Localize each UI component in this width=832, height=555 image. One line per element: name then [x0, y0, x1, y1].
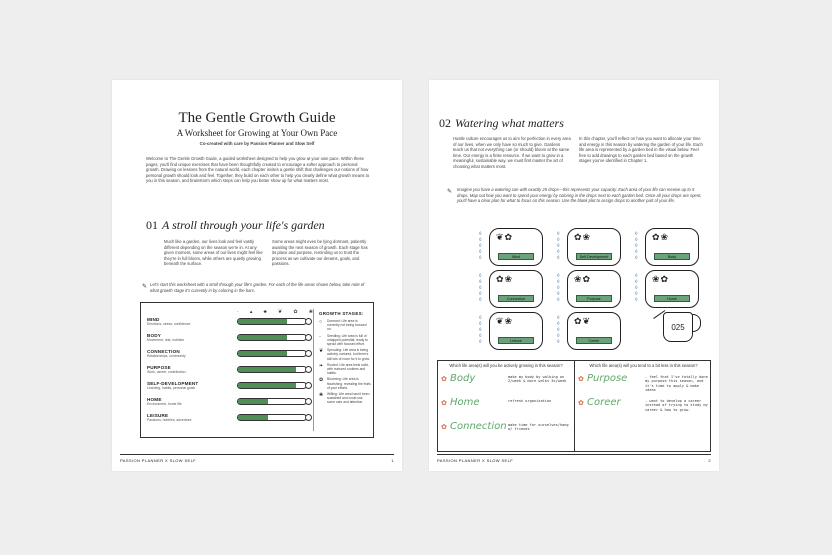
growth-bar-fill — [238, 351, 287, 356]
area-row — [147, 397, 247, 406]
answer-area: Body — [450, 373, 476, 384]
area-sublabel: Work, career, contribution — [147, 370, 186, 374]
water-drop-icon[interactable]: ◊ — [635, 297, 638, 303]
growth-bar-fill — [238, 319, 287, 324]
water-drop-icon[interactable]: ◊ — [635, 273, 638, 279]
stage-icon-row — [237, 309, 313, 315]
page-subtitle: A Worksheet for Growing at Your Own Pace — [176, 128, 338, 138]
water-drop-icon[interactable]: ◊ — [479, 333, 482, 339]
garden-bed[interactable] — [489, 270, 543, 308]
growth-bar-fill — [238, 367, 296, 372]
water-drop-icon[interactable]: ◊ — [557, 273, 560, 279]
water-drop-icon[interactable]: ◊ — [557, 339, 560, 345]
stage-icon: ❀ — [319, 392, 324, 399]
stage-row-icon: ❦ — [277, 309, 283, 315]
water-drop-icon[interactable]: ◊ — [479, 315, 482, 321]
flower-icon: ✿ — [578, 400, 584, 407]
reflection-left — [438, 361, 575, 451]
page-number: 1 — [391, 458, 394, 463]
answer-area: Coreer — [587, 397, 621, 408]
water-drop-icon[interactable]: ◊ — [479, 279, 482, 285]
garden-bed-label: Body — [654, 253, 690, 260]
answer-note: refresh organization — [508, 399, 552, 403]
garden-bed[interactable] — [567, 228, 621, 266]
stage-icon: ✿ — [319, 377, 324, 384]
answer-note: - want to develop a career instead of trying to study my career & how to grow. — [645, 399, 708, 412]
pencil-icon: ✎ — [447, 189, 453, 195]
water-drops[interactable] — [479, 274, 485, 303]
flower-icon: ✿ — [578, 376, 584, 383]
area-row — [147, 413, 247, 422]
growth-stage-chart — [140, 302, 374, 438]
area-sublabel: Learning, habits, personal goals — [147, 386, 196, 390]
flower-icon: ❦✿ — [496, 232, 514, 242]
garden-bed-label: Leisure — [498, 337, 534, 344]
stage-row-icon: · — [237, 309, 239, 315]
worksheet-page-1 — [112, 80, 402, 471]
page-title: The Gentle Growth Guide — [178, 110, 336, 126]
growth-bar-end-circle[interactable] — [305, 382, 312, 389]
water-drops[interactable] — [479, 316, 485, 345]
prompt-text: Imagine you have a watering can with exactly 25 drops—this represents your capacity. Each area of your life can receive up to 5 drops. Map out how you want to spend your energy by coloring in the drops next to each garden bed. Once all your drops are spent, you'll have a clear plan for what to focus on this season. Use the blank plot to assign drops to another part of your life. — [457, 187, 702, 204]
stage-description: Seedling: Life area is full of untapped potential; ready to sprout with focused effort. — [327, 333, 368, 347]
stage-row-icon: ▴ — [249, 309, 253, 315]
water-drop-icon[interactable]: ◊ — [635, 279, 638, 285]
water-drop-icon[interactable]: ◊ — [557, 279, 560, 285]
growth-stages-heading: GROWTH STAGES: — [319, 311, 364, 316]
footer — [437, 454, 711, 463]
water-drops[interactable] — [557, 316, 563, 345]
section-heading-01 — [146, 218, 325, 233]
water-drops[interactable] — [557, 274, 563, 303]
growth-bar[interactable] — [237, 398, 307, 405]
water-drop-icon[interactable]: ◊ — [479, 237, 482, 243]
water-drop-icon[interactable]: ◊ — [557, 285, 560, 291]
water-drop-icon[interactable]: ◊ — [479, 321, 482, 327]
reflection-right — [575, 361, 712, 451]
water-drop-icon[interactable]: ◊ — [635, 249, 638, 255]
stage-icon: ❦ — [319, 348, 324, 355]
footer — [120, 454, 394, 463]
area-label: BODY — [147, 333, 162, 338]
area-row — [147, 317, 247, 326]
area-sublabel: Movement, rest, nutrition — [147, 338, 185, 342]
section-title: Watering what matters — [455, 116, 564, 130]
water-drop-icon[interactable]: ◊ — [479, 285, 482, 291]
garden-bed[interactable] — [489, 312, 543, 350]
water-drop-icon[interactable]: ◊ — [635, 231, 638, 237]
water-drops[interactable] — [635, 232, 641, 261]
flower-icon: ❦❀ — [496, 316, 514, 326]
section-number: 01 — [146, 218, 158, 232]
can-number: 025 — [671, 323, 685, 332]
water-drop-icon[interactable]: ◊ — [557, 321, 560, 327]
water-drop-icon[interactable]: ◊ — [479, 249, 482, 255]
water-drop-icon[interactable]: ◊ — [635, 237, 638, 243]
stage-row-icon: ❀ — [308, 309, 313, 315]
water-drop-icon[interactable]: ◊ — [557, 333, 560, 339]
area-row — [147, 365, 247, 374]
growth-bar-end-circle[interactable] — [305, 334, 312, 341]
growth-stages-legend — [319, 311, 371, 407]
stage-item — [319, 363, 371, 376]
water-drop-icon[interactable]: ◊ — [557, 315, 560, 321]
stage-item — [319, 392, 371, 405]
water-drop-icon[interactable]: ◊ — [557, 327, 560, 333]
garden-bed-label: Coreer — [576, 337, 612, 344]
growth-bar-fill — [238, 399, 268, 404]
area-row — [147, 349, 247, 358]
growth-bar-end-circle[interactable] — [305, 366, 312, 373]
divider — [313, 309, 314, 431]
water-drop-icon[interactable]: ◊ — [557, 291, 560, 297]
water-drop-icon[interactable]: ◊ — [479, 291, 482, 297]
water-drops[interactable] — [557, 232, 563, 261]
water-drop-icon[interactable]: ◊ — [479, 243, 482, 249]
water-drop-icon[interactable]: ◊ — [557, 237, 560, 243]
footer-brand: PASSION PLANNER X SLOW SELF — [120, 458, 197, 463]
reflection-box — [437, 360, 711, 452]
water-drop-icon[interactable]: ◊ — [557, 297, 560, 303]
credit-line: Co-created with care by Passion Planner and Slow Self — [199, 141, 315, 146]
area-label: HOME — [147, 397, 162, 402]
answer-note: make my body by walking on 2/week & more walks 3x/week — [508, 375, 567, 384]
worksheet-page-2 — [429, 80, 719, 471]
section-col-2: Some areas might even be lying dormant, patiently awaiting the next season of growth. Each stage has its place and purpose, reminding us to trust the process as we cultivate our dreams, goals, and passions. — [272, 239, 368, 267]
water-drop-icon[interactable]: ◊ — [635, 285, 638, 291]
stage-item — [319, 319, 371, 332]
growth-bar-fill — [238, 335, 287, 340]
stage-description: Blooming: Life area is flourishing, revealing the fruits of your efforts. — [327, 377, 371, 390]
growth-bar-fill — [238, 415, 268, 420]
stage-icon: ○ — [319, 319, 323, 325]
water-drop-icon[interactable]: ◊ — [635, 255, 638, 261]
area-sublabel: Emotions, stress, confidence — [147, 322, 191, 326]
stage-icon: ◦ — [319, 333, 321, 340]
growth-bar[interactable] — [237, 318, 307, 325]
garden-bed-label: Purpose — [576, 295, 612, 302]
growth-bar-end-circle[interactable] — [305, 318, 312, 325]
water-drop-icon[interactable]: ◊ — [635, 243, 638, 249]
stage-item — [319, 377, 371, 390]
growth-bar-end-circle[interactable] — [305, 350, 312, 357]
footer-brand: PASSION PLANNER X SLOW SELF — [437, 458, 514, 463]
section-col-1: Hustle culture encourages us to aim for perfection in every area of our lives, when we only have so much to give. Gardens teach us that not everything can (or should) bloom at the same time. Our energy is a finite resource. If we want to grow in a meaningful, sustainable way, we must first master the art of choosing what matters most. — [453, 136, 571, 169]
stage-item — [319, 334, 371, 347]
flower-icon: ❀✿ — [652, 274, 670, 284]
water-drops[interactable] — [635, 274, 641, 303]
water-drop-icon[interactable]: ◊ — [479, 297, 482, 303]
answer-area: Connection — [450, 421, 507, 432]
growth-bar[interactable] — [237, 334, 307, 341]
stage-description: Rooted: Life area feels solid, with nurtured routines and habits. — [327, 362, 369, 376]
growth-bar[interactable] — [237, 350, 307, 357]
stage-description: Sprouting: Life area is being actively nurtured, but there's still lots of room for it to grow. — [327, 348, 370, 361]
intro-paragraph: Welcome to The Gentle Growth Guide, a guided worksheet designed to help you grow at your own pace. Within these pages, you'll find unique exercises that have been thoughtfully created to encourage a softer approach to personal growth. Drawing on lessons from the natural world, each chapter invites a gentle shift that challenges our notions of how personal growth should look and feel. Together, they build on each other to help you clearly define what growth means to you in this season, and brainstorm which steps can help you better show up for what matters most. — [146, 156, 370, 184]
garden-bed-label: Self-Development — [576, 253, 612, 260]
pencil-icon: ✎ — [142, 284, 148, 290]
water-drop-icon[interactable]: ◊ — [557, 243, 560, 249]
area-label: SELF-DEVELOPMENT — [147, 381, 199, 386]
water-drop-icon[interactable]: ◊ — [557, 255, 560, 261]
area-sublabel: Passions, hobbies, adventure — [147, 418, 192, 422]
garden-bed[interactable] — [489, 228, 543, 266]
answer-note: make time for ourselves/hang w/ friends — [508, 423, 569, 432]
water-drops[interactable] — [479, 232, 485, 261]
section-heading-02 — [439, 116, 564, 131]
water-drop-icon[interactable]: ◊ — [479, 273, 482, 279]
watering-can-icon — [651, 302, 703, 350]
area-row — [147, 381, 247, 390]
growth-bar-fill — [238, 383, 296, 388]
growth-bar-end-circle[interactable] — [305, 414, 312, 421]
water-drop-icon[interactable]: ◊ — [557, 231, 560, 237]
answer-area: Purpose — [587, 373, 628, 384]
area-label: CONNECTION — [147, 349, 180, 354]
water-drop-icon[interactable]: ◊ — [479, 255, 482, 261]
area-label: MIND — [147, 317, 160, 322]
water-drop-icon[interactable]: ◊ — [479, 339, 482, 345]
water-drop-icon[interactable]: ◊ — [479, 231, 482, 237]
stage-row-icon: ♣ — [263, 309, 267, 315]
garden-bed[interactable] — [567, 312, 621, 350]
growth-bar[interactable] — [237, 414, 307, 421]
garden-bed[interactable] — [645, 228, 699, 266]
flower-icon: ✿❀ — [574, 232, 592, 242]
page-number: 2 — [708, 458, 711, 463]
flower-icon: ✿❀ — [652, 232, 670, 242]
growth-bar[interactable] — [237, 366, 307, 373]
garden-bed[interactable] — [567, 270, 621, 308]
flower-icon: ✿ — [441, 376, 447, 383]
section-col-1: Much like a garden, our lives look and feel vastly different depending on the season we're in. At any given moment, some areas of our lives might feel like they're in full bloom, while others are quietly growing beneath the surface. — [164, 239, 263, 267]
garden-bed-label: Connection — [498, 295, 534, 302]
growth-bar[interactable] — [237, 382, 307, 389]
area-row — [147, 333, 247, 342]
stage-icon: ❧ — [319, 362, 324, 369]
flower-icon: ❀✿ — [574, 274, 592, 284]
question-right: Which life area(s) will you tend to a bit less in this season? — [589, 363, 698, 368]
section-col-2: In this chapter, you'll reflect on how you want to allocate your time and energy in this season by watering the garden of your life. Each life area is represented by a garden bed in the visual below. Feel free to add drawings to each garden bed based on the growth stages you've identified in Chapter 1. — [579, 136, 703, 164]
water-drop-icon[interactable]: ◊ — [479, 327, 482, 333]
flower-icon: ✿❀ — [496, 274, 514, 284]
growth-bar-end-circle[interactable] — [305, 398, 312, 405]
area-label: PURPOSE — [147, 365, 171, 370]
stage-description: Wilting: Life area hasn't been sustained and could use some care and attention. — [327, 392, 370, 405]
garden-bed-label: Home — [654, 295, 690, 302]
garden-bed-label: Mind — [498, 253, 534, 260]
section-title: A stroll through your life's garden — [162, 218, 325, 232]
area-sublabel: Environment, home life — [147, 402, 182, 406]
flower-icon: ✿ — [441, 424, 447, 431]
prompt-text: Let's start this worksheet with a stroll through your life's garden. For each of the life areas shown below, take note of what growth stage it's currently in by coloring in the bars. — [150, 282, 365, 293]
question-left: Which life area(s) will you be actively growing in this season? — [449, 363, 563, 368]
answer-note: - feel that I've totally done my purpose this season, and it's time to apply & make ideas — [645, 375, 708, 393]
flower-icon: ✿ — [441, 400, 447, 407]
area-label: LEISURE — [147, 413, 169, 418]
water-drop-icon[interactable]: ◊ — [557, 249, 560, 255]
stage-row-icon: ✿ — [293, 309, 298, 315]
area-sublabel: Relationships, community — [147, 354, 186, 358]
water-drop-icon[interactable]: ◊ — [635, 291, 638, 297]
stage-item — [319, 348, 371, 361]
flower-icon: ✿❦ — [574, 316, 592, 326]
answer-area: Home — [450, 397, 480, 408]
stage-description: Dormant: Life area is currently not being focused on. — [327, 319, 367, 332]
section-number: 02 — [439, 116, 451, 130]
